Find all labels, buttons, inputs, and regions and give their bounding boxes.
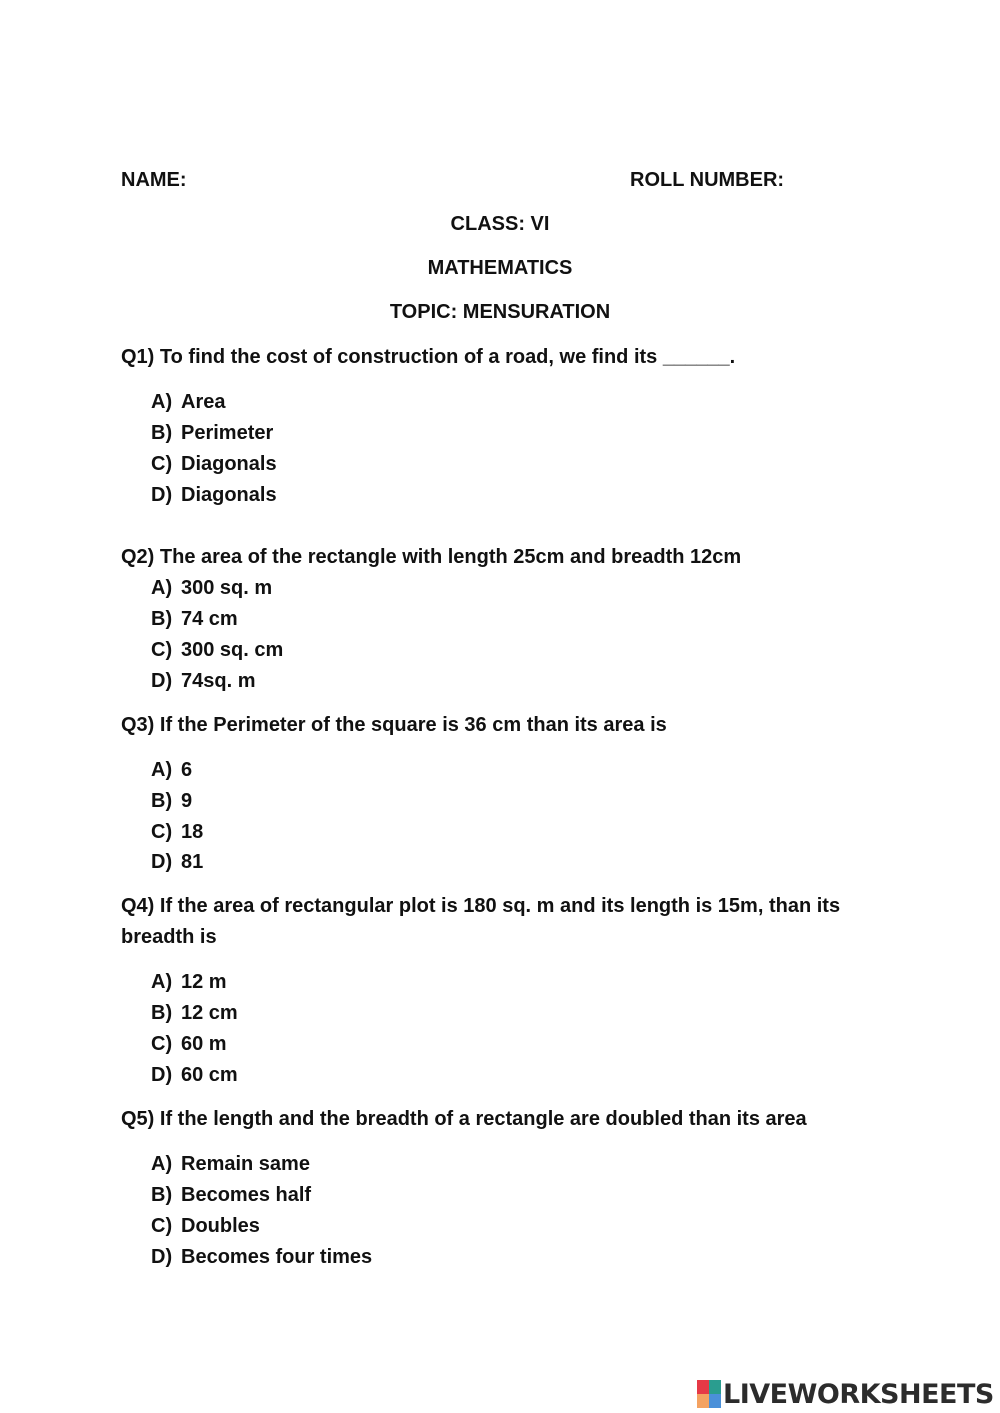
option-letter: D) [151,670,173,692]
option-text: 60 m [181,1033,227,1055]
question-4-text: Q4) If the area of rectangular plot is 180 sq. m and its length is 15m, than its breadth is [121,895,841,948]
option-text: Area [181,391,226,413]
option-text: 12 cm [181,1002,238,1024]
q2-option-c[interactable] [151,638,283,662]
option-text: 18 [181,821,204,843]
q5-option-b[interactable] [151,1183,311,1207]
q5-option-d[interactable] [151,1245,372,1269]
option-text: Doubles [181,1215,260,1237]
option-text: Diagonals [181,453,277,475]
q4-option-d[interactable] [151,1063,238,1087]
option-letter: A) [151,1153,173,1175]
q4-option-b[interactable] [151,1001,238,1025]
option-text: 60 cm [181,1064,238,1086]
option-text: Becomes four times [181,1246,373,1268]
option-letter: A) [151,971,173,993]
option-letter: C) [151,1033,173,1055]
option-text: 300 sq. m [181,577,273,599]
roll-number-label: ROLL NUMBER: [630,169,785,191]
q3-option-c[interactable] [151,820,203,844]
option-text: 81 [181,851,204,873]
q4-option-a[interactable] [151,970,227,994]
liveworksheets-logo[interactable] [697,1378,994,1410]
option-text: Perimeter [181,422,274,444]
option-letter: C) [151,821,173,843]
question-3-text: Q3) If the Perimeter of the square is 36 cm than its area is [121,714,667,736]
option-text: 9 [181,790,193,812]
question-1-text: Q1) To find the cost of construction of a road, we find its ______. [121,346,736,368]
option-letter: D) [151,1064,173,1086]
q3-option-d[interactable] [151,850,203,874]
liveworksheets-logo-icon [697,1380,721,1408]
option-text: 6 [181,759,193,781]
option-text: Becomes half [181,1184,312,1206]
question-2-text: Q2) The area of the rectangle with length 25cm and breadth 12cm [121,546,742,568]
option-text: 300 sq. cm [181,639,284,661]
option-letter: C) [151,639,173,661]
option-letter: D) [151,851,173,873]
option-letter: B) [151,608,173,630]
q2-option-a[interactable] [151,576,272,600]
q3-option-b[interactable] [151,789,192,813]
option-letter: B) [151,1002,173,1024]
q1-option-b[interactable] [151,421,273,445]
q1-option-d[interactable] [151,483,277,507]
class-label: CLASS: VI [450,213,550,235]
option-text: Remain same [181,1153,310,1175]
option-text: 74sq. m [181,670,256,692]
question-5-text: Q5) If the length and the breadth of a rectangle are doubled than its area [121,1108,807,1130]
q5-option-a[interactable] [151,1152,310,1176]
q2-option-d[interactable] [151,669,255,693]
option-letter: B) [151,790,173,812]
logo-text: LIVEWORKSHEETS [723,1378,994,1410]
topic-title: TOPIC: MENSURATION [389,301,611,323]
q1-option-a[interactable] [151,390,225,414]
option-letter: A) [151,577,173,599]
option-letter: A) [151,759,173,781]
option-letter: B) [151,1184,173,1206]
option-letter: C) [151,453,173,475]
option-letter: C) [151,1215,173,1237]
option-letter: B) [151,422,173,444]
option-text: 12 m [181,971,227,993]
option-letter: D) [151,1246,173,1268]
q2-option-b[interactable] [151,607,238,631]
q1-option-c[interactable] [151,452,277,476]
option-text: 74 cm [181,608,238,630]
q5-option-c[interactable] [151,1214,260,1238]
q4-option-c[interactable] [151,1032,227,1056]
name-label: NAME: [121,169,187,191]
option-letter: A) [151,391,173,413]
q3-option-a[interactable] [151,758,192,782]
option-letter: D) [151,484,173,506]
subject-title: MATHEMATICS [427,257,573,279]
option-text: Diagonals [181,484,277,506]
